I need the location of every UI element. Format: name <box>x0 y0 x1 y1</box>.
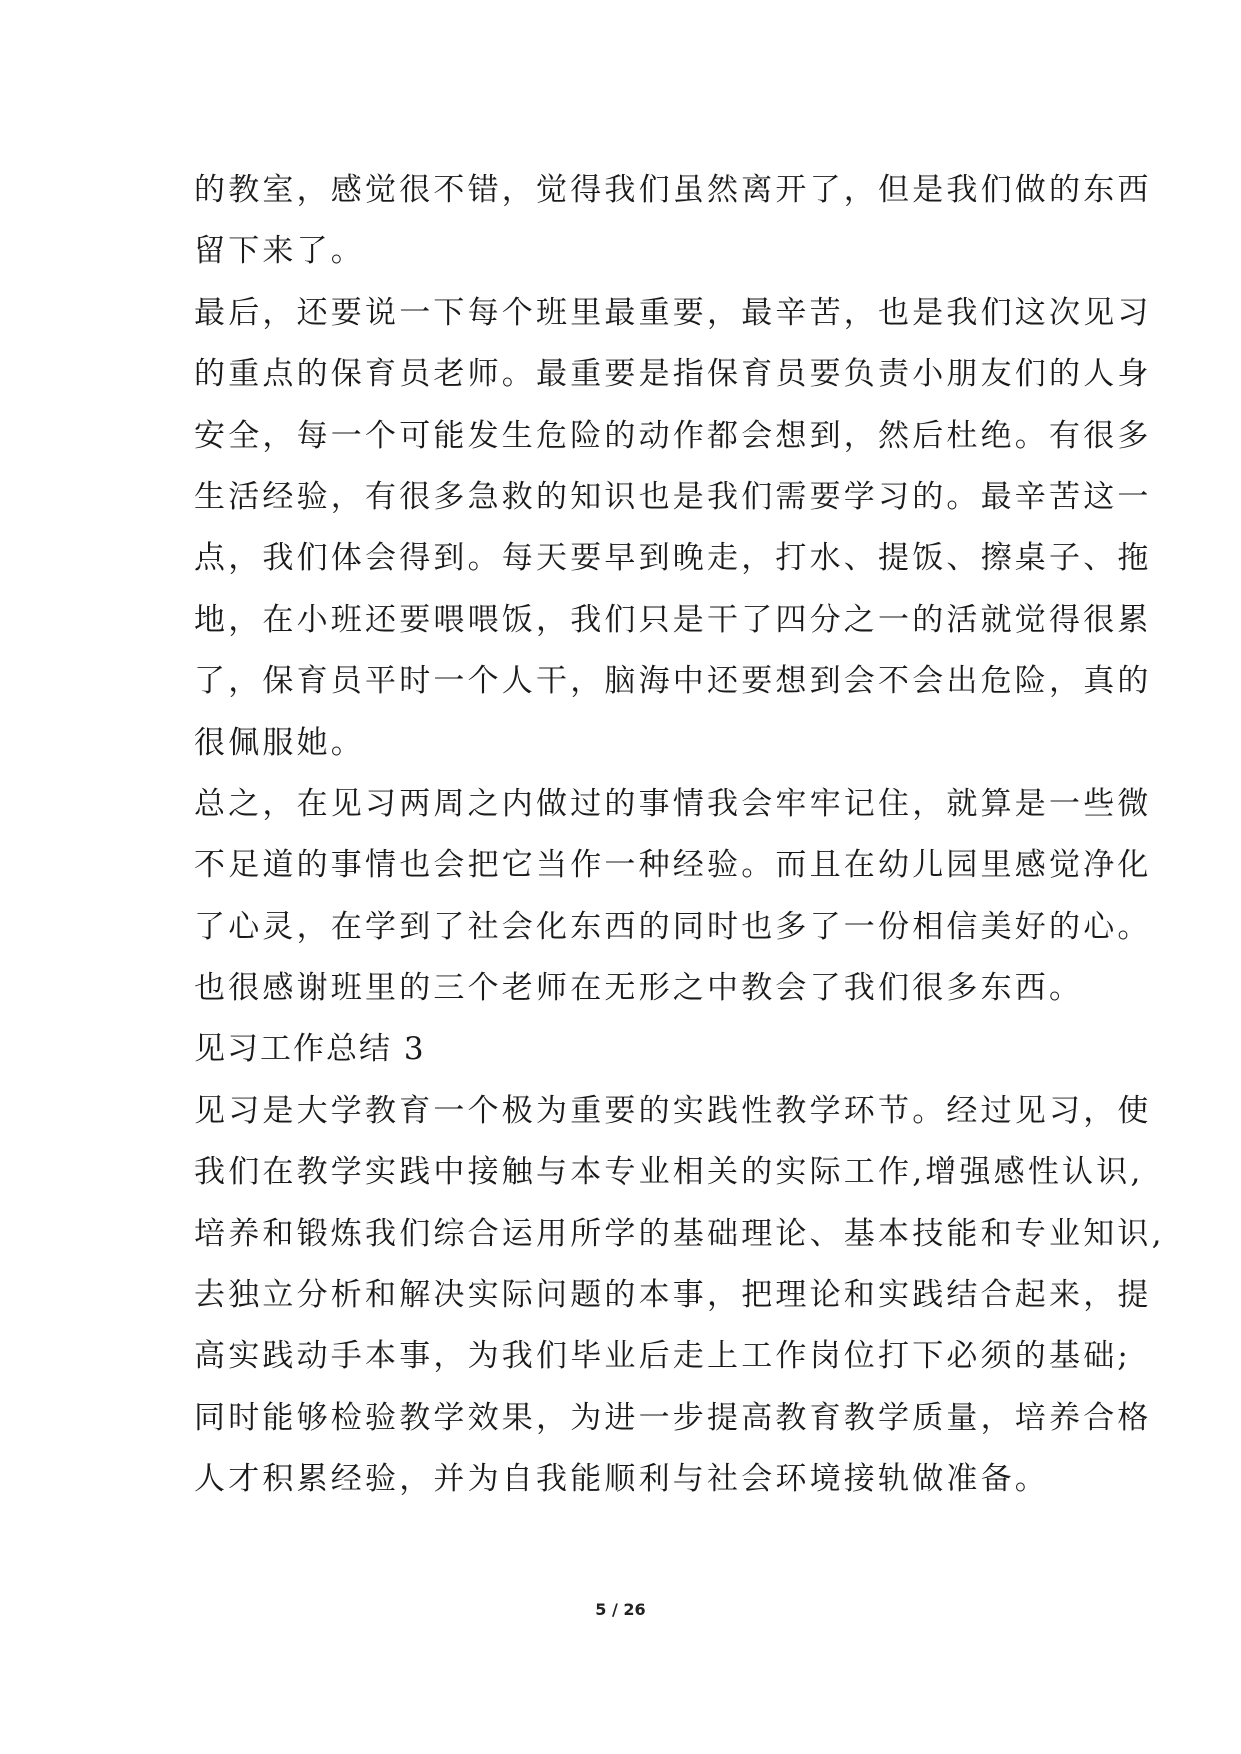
text-line: 最后，还要说一下每个班里最重要，最辛苦，也是我们这次见习 <box>194 294 1152 331</box>
document-body <box>194 160 1165 1511</box>
text-line: 安全，每一个可能发生危险的动作都会想到，然后杜绝。有很多 <box>194 417 1152 454</box>
text-line: 我们在教学实践中接触与本专业相关的实际工作,增强感性认识, <box>194 1154 1144 1191</box>
text-line: 地，在小班还要喂喂饭，我们只是干了四分之一的活就觉得很累 <box>194 601 1152 638</box>
section-heading: 见习工作总结 3 <box>194 1031 426 1068</box>
text-line: 生活经验，有很多急救的知识也是我们需要学习的。最辛苦这一 <box>194 478 1152 515</box>
text-line: 去独立分析和解决实际问题的本事，把理论和实践结合起来，提 <box>194 1277 1152 1314</box>
text-line: 培养和锻炼我们综合运用所学的基础理论、基本技能和专业知识, <box>194 1215 1165 1252</box>
text-line: 同时能够检验教学效果，为进一步提高教育教学质量，培养合格 <box>194 1399 1152 1436</box>
text-line: 了心灵，在学到了社会化东西的同时也多了一份相信美好的心。 <box>194 908 1152 945</box>
text-line: 不足道的事情也会把它当作一种经验。而且在幼儿园里感觉净化 <box>194 847 1152 884</box>
text-line: 了，保育员平时一个人干，脑海中还要想到会不会出危险，真的 <box>194 663 1152 700</box>
text-line: 见习是大学教育一个极为重要的实践性教学环节。经过见习，使 <box>194 1092 1152 1129</box>
text-line: 的教室，感觉很不错，觉得我们虽然离开了，但是我们做的东西 <box>194 172 1152 208</box>
text-line: 点，我们体会得到。每天要早到晚走，打水、提饭、擦桌子、拖 <box>194 540 1152 577</box>
text-line: 也很感谢班里的三个老师在无形之中教会了我们很多东西。 <box>194 970 1084 1007</box>
page-number: 5 / 26 <box>595 1600 646 1619</box>
text-line: 留下来了。 <box>194 233 365 270</box>
text-line: 的重点的保育员老师。最重要是指保育员要负责小朋友们的人身 <box>194 356 1152 393</box>
text-line: 高实践动手本事，为我们毕业后走上工作岗位打下必须的基础; <box>194 1338 1132 1375</box>
text-line: 总之，在见习两周之内做过的事情我会牢牢记住，就算是一些微 <box>194 785 1152 822</box>
text-line: 人才积累经验，并为自我能顺利与社会环境接轨做准备。 <box>194 1461 1049 1498</box>
text-line: 很佩服她。 <box>194 724 365 761</box>
